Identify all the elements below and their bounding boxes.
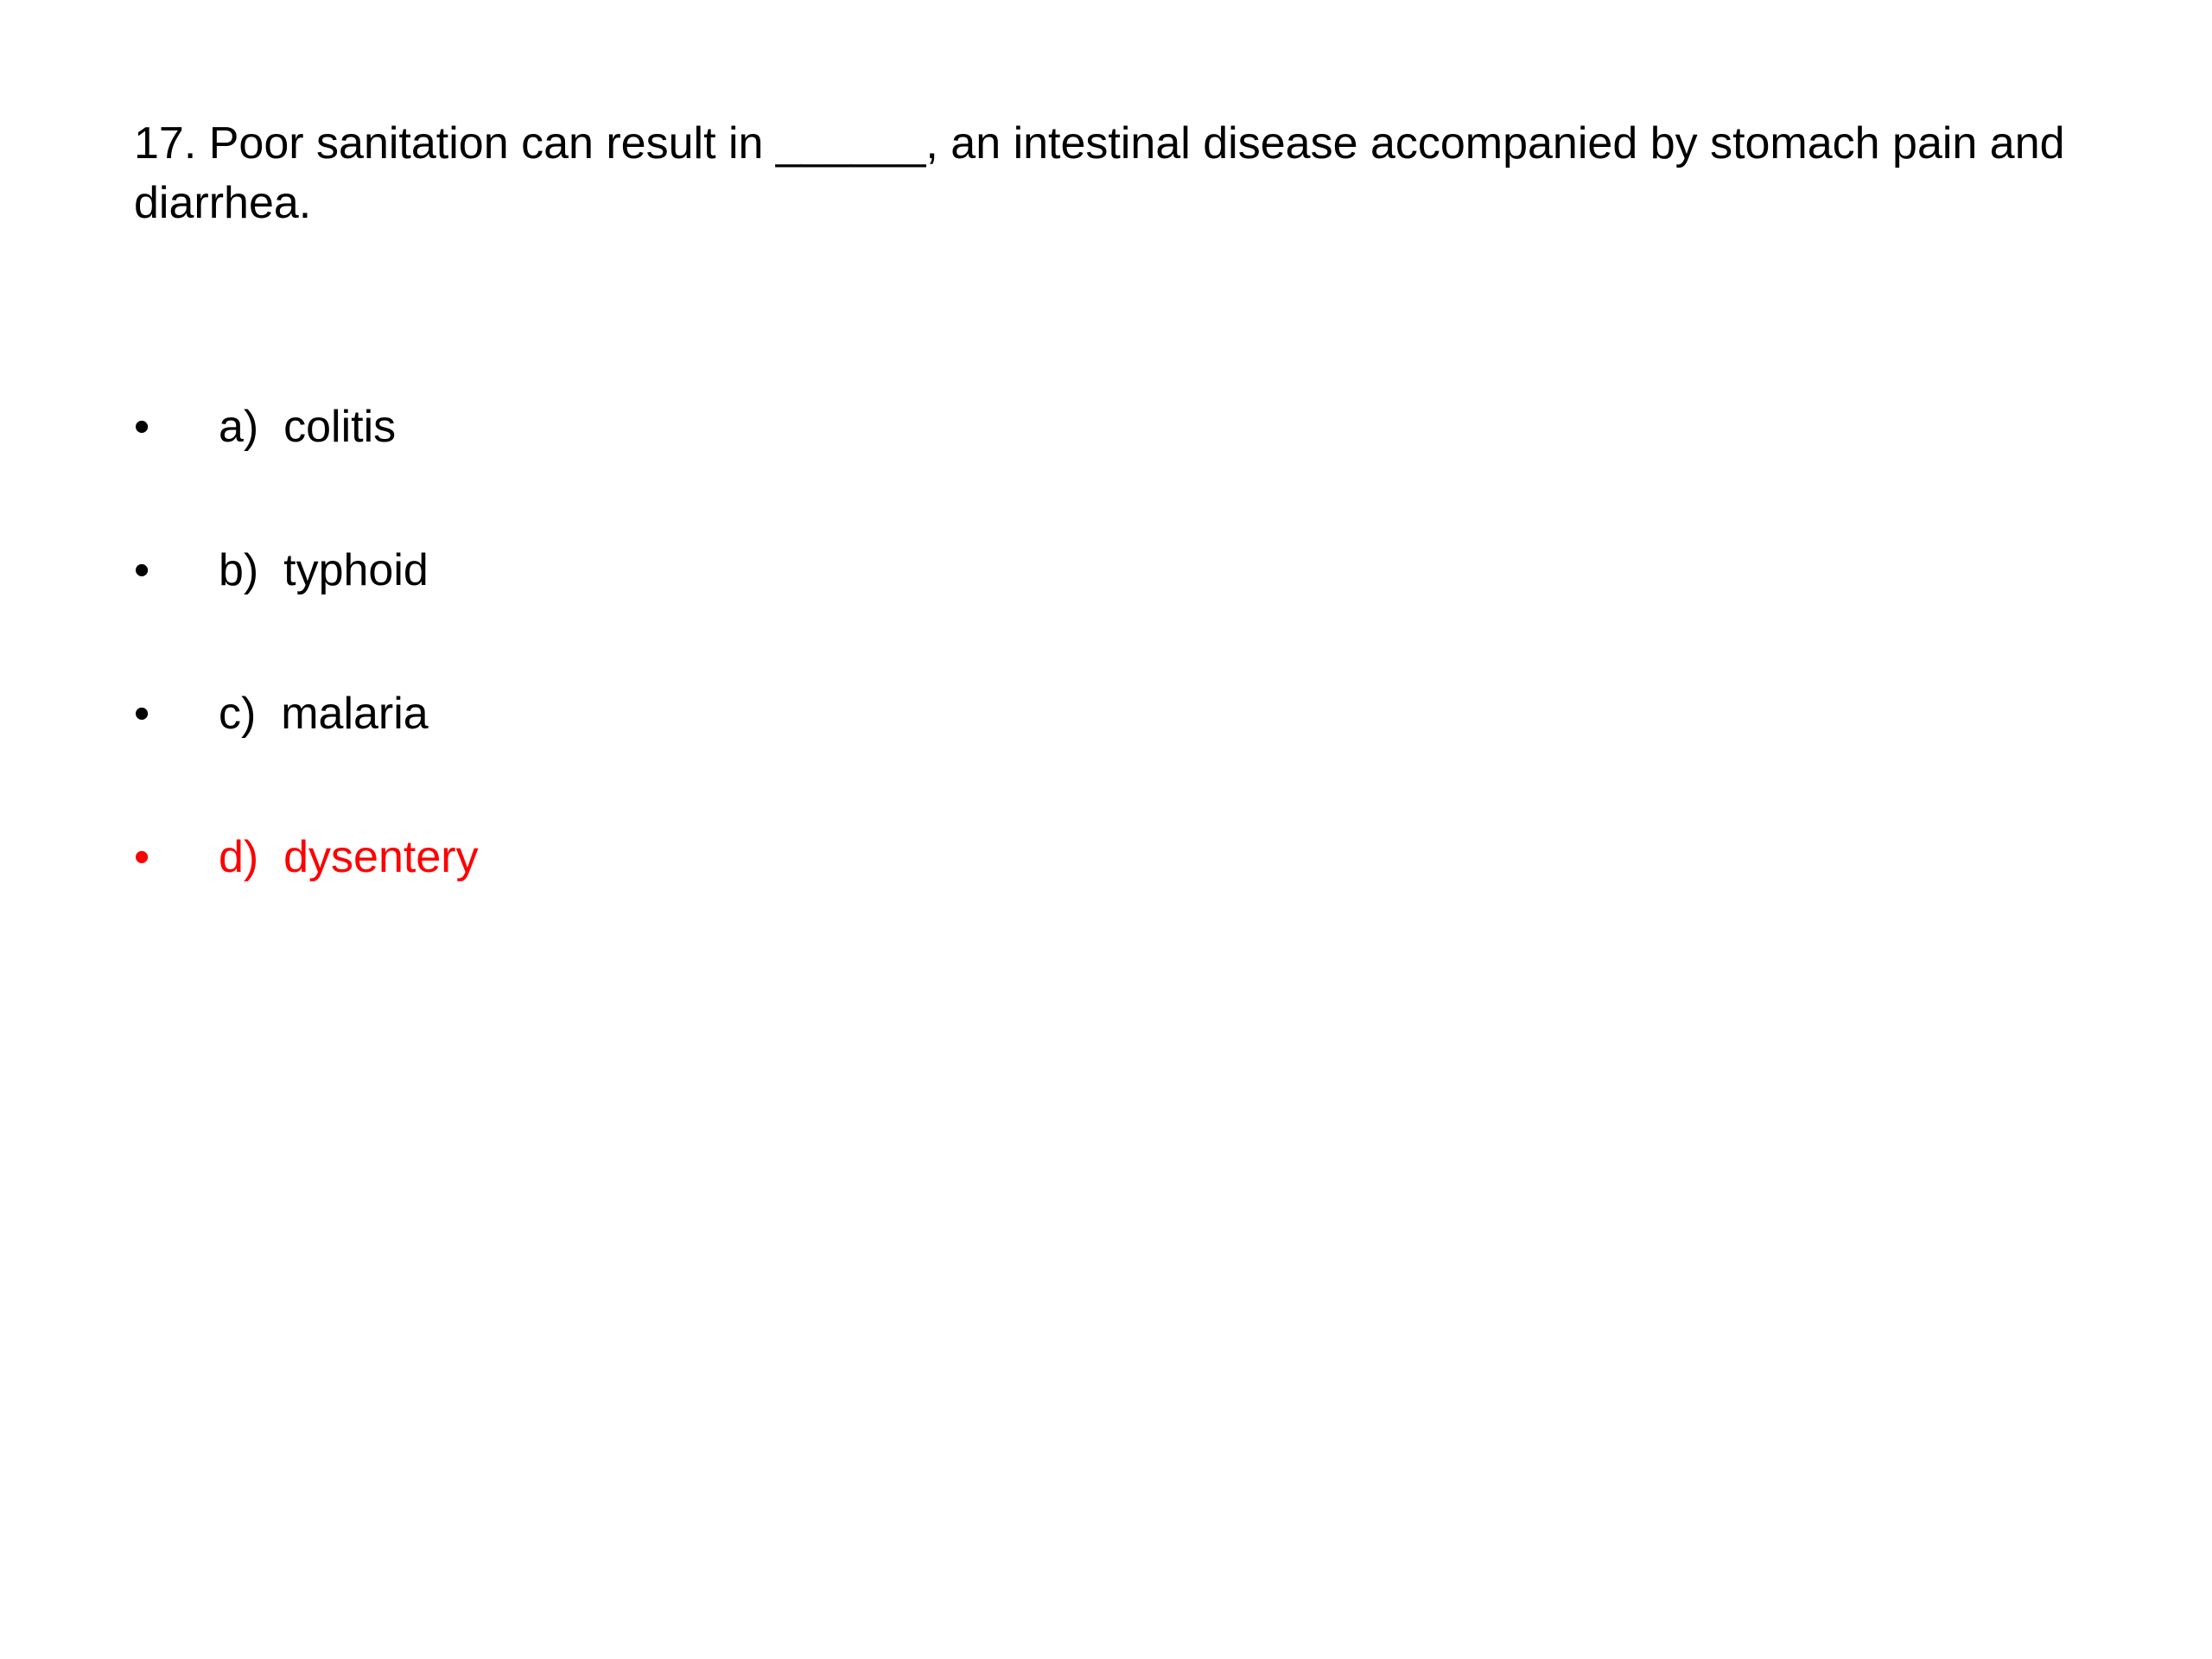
question-text: 17. Poor sanitation can result in ______, an intestinal disease accompanied by stomach pain and diarrhea. — [134, 118, 2065, 228]
bullet-icon: • — [134, 402, 150, 452]
bullet-icon: • — [134, 689, 150, 739]
option-label: d) dysentery — [219, 832, 479, 882]
option-label: b) typhoid — [219, 545, 429, 595]
option-label: a) colitis — [219, 402, 397, 452]
bullet-icon: • — [134, 832, 150, 882]
option-label: c) malaria — [219, 689, 429, 739]
bullet-icon: • — [134, 545, 150, 595]
